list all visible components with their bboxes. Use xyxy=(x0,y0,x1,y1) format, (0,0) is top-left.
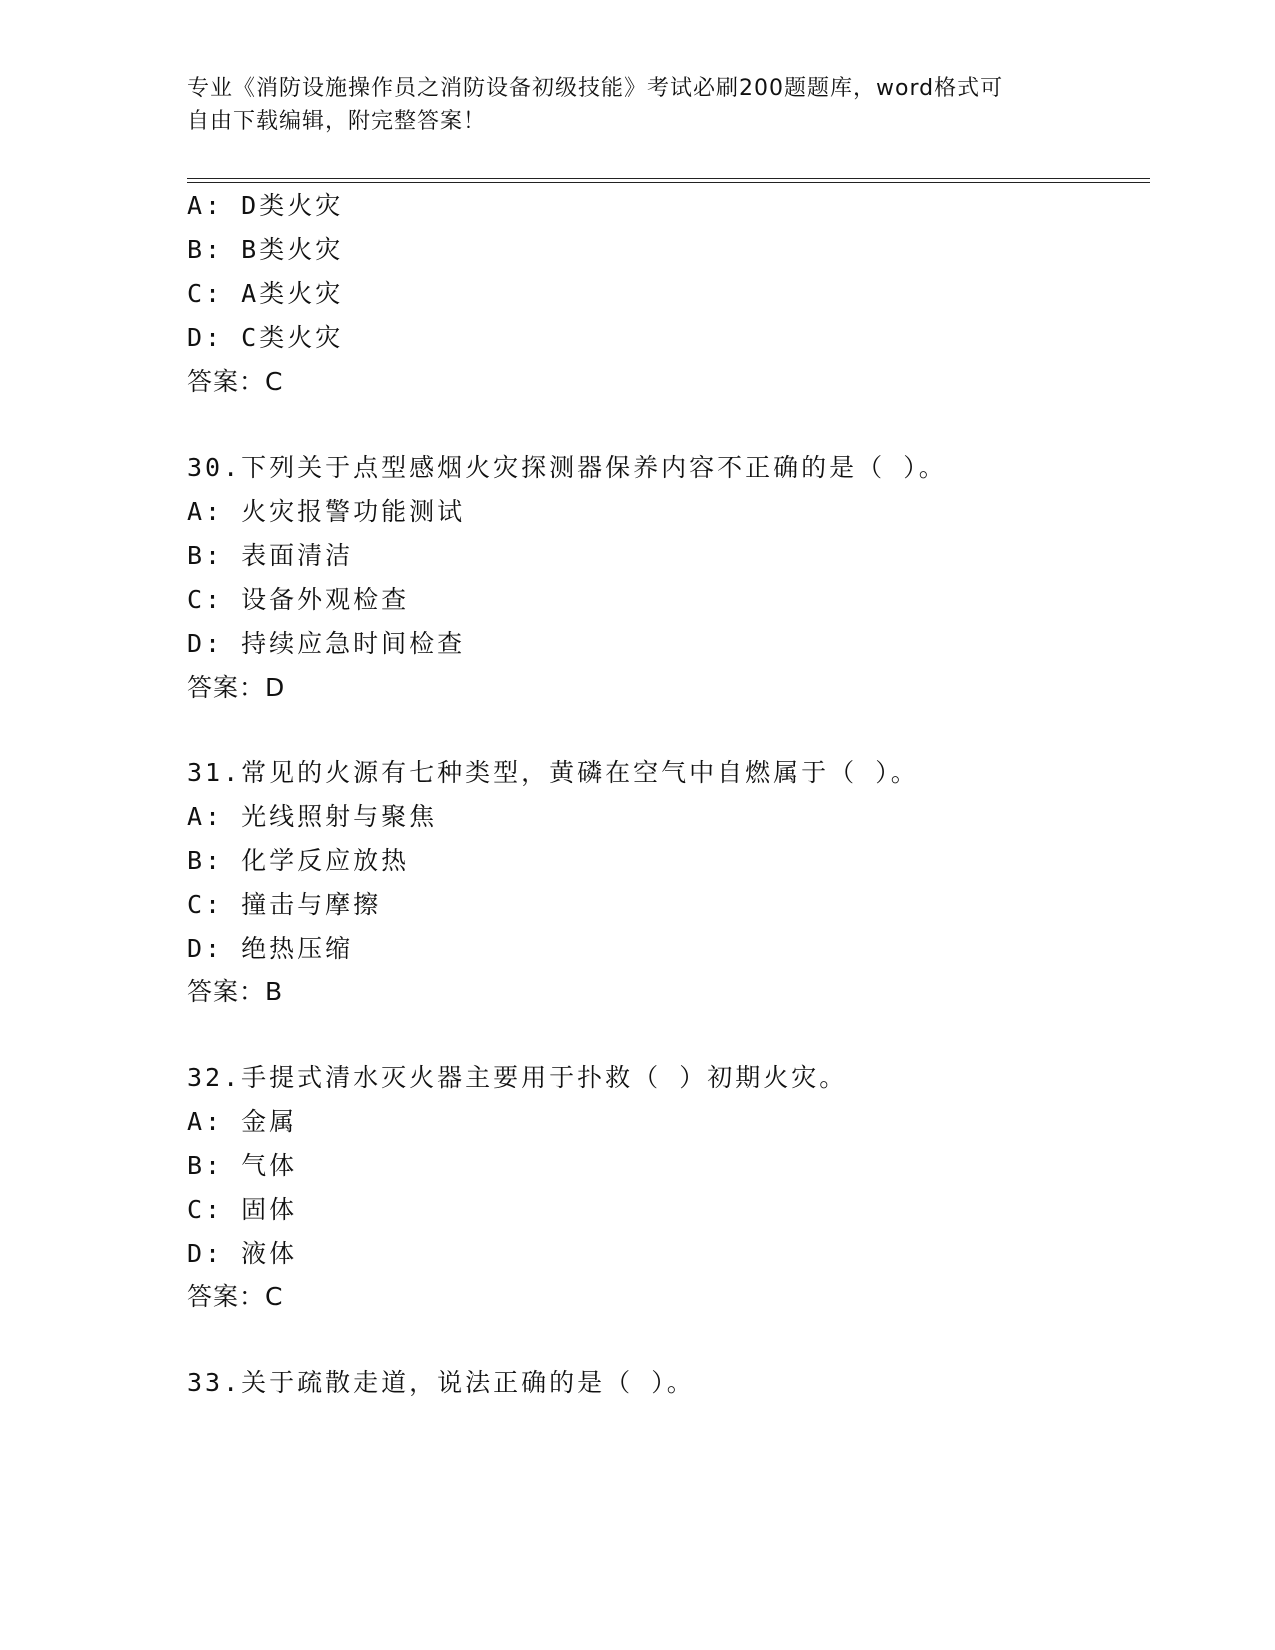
q32-option-b: B: 气体 xyxy=(187,1151,298,1180)
header-rule-bottom xyxy=(187,182,1150,183)
q30-option-a: A: 火灾报警功能测试 xyxy=(187,497,466,526)
document-header xyxy=(187,72,1067,138)
q30-option-c: C: 设备外观检查 xyxy=(187,585,410,614)
q29-option-c: C: A类火灾 xyxy=(187,279,344,308)
q31-question: 31.常见的火源有七种类型，黄磷在空气中自燃属于（ ）。 xyxy=(187,758,919,787)
q30-option-d: D: 持续应急时间检查 xyxy=(187,629,466,658)
q30-option-b: B: 表面清洁 xyxy=(187,541,354,570)
q30-answer: 答案：D xyxy=(187,673,286,702)
q29-option-a: A: D类火灾 xyxy=(187,191,344,220)
q32-question: 32.手提式清水灭火器主要用于扑救（ ）初期火灾。 xyxy=(187,1063,848,1092)
header-rule-top xyxy=(187,178,1150,179)
q32-option-c: C: 固体 xyxy=(187,1195,298,1224)
header-line-2: 自由下载编辑，附完整答案！ xyxy=(187,109,487,134)
header-line-1: 专业《消防设施操作员之消防设备初级技能》考试必刷200题题库，word格式可 xyxy=(187,76,1004,101)
q31-option-a: A: 光线照射与聚焦 xyxy=(187,802,438,831)
q29-option-b: B: B类火灾 xyxy=(187,235,344,264)
q32-option-d: D: 液体 xyxy=(187,1239,298,1268)
q33-question: 33.关于疏散走道，说法正确的是（ ）。 xyxy=(187,1368,695,1397)
q32-option-a: A: 金属 xyxy=(187,1107,298,1136)
q29-answer: 答案：C xyxy=(187,367,284,396)
q29-option-d: D: C类火灾 xyxy=(187,323,344,352)
q30-question: 30.下列关于点型感烟火灾探测器保养内容不正确的是（ ）。 xyxy=(187,453,947,482)
q31-option-c: C: 撞击与摩擦 xyxy=(187,890,382,919)
q31-answer: 答案：B xyxy=(187,977,284,1006)
q32-answer: 答案：C xyxy=(187,1282,284,1311)
q31-option-d: D: 绝热压缩 xyxy=(187,934,354,963)
q31-option-b: B: 化学反应放热 xyxy=(187,846,410,875)
